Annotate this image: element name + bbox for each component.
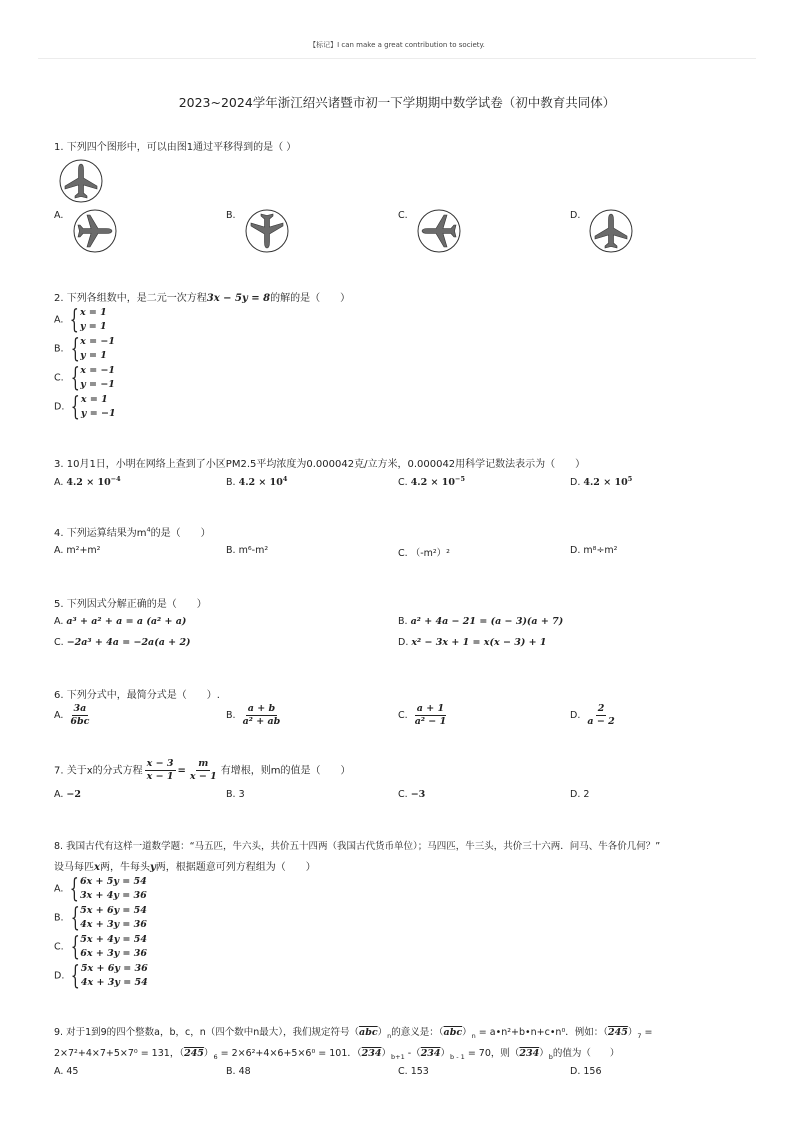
exam-title: 2023~2024学年浙江绍兴诸暨市初一下学期期中数学试卷（初中教育共同体） [178,95,616,110]
q1-option-d-label: D. [570,210,581,221]
q9-option-a: A. 45 [54,1066,79,1077]
q9-stem-line2: 2×7²+4×7+5×7⁰ = 131，$(245)_6 = 2\times 6^2+4\times 6+5\times 6^0 = 101$．$(234)_{b+1}$ $-(234)_{b - 1} = 70$，则$(234)_b$的值为（ ） [54,1048,620,1061]
q8-stem-line1: 8. 我国古代有这样一道数学题：“马五匹，牛六头，共价五十四两（我国古代货币单位）；马四匹，牛三头，共价三十六两．问马、牛各价几何？” [54,841,661,852]
q1-option-b-label: B. [226,210,236,221]
q2-stem: 2. 下列各组数中，是二元一次方程3x − 5y = 8的解的是（ ） [54,293,351,304]
q2-option-a: A. { x = 1 y = 1 [54,305,107,335]
q2-option-b: B. { x = −1 y = 1 [54,334,115,364]
q5-option-b: B. a² + 4a − 21 = (a − 3)(a + 7) [398,616,564,627]
figure-1-airplane-icon [58,158,104,204]
option-c-airplane-rotated-icon [416,208,462,254]
q3-option-b: B. $4.2 \times 10^4$ [226,475,288,489]
q5-option-c: C. −2a³ + 4a = −2a(a + 2) [54,637,191,648]
q3-option-d: D. $4.2 \times 10^5$ [570,475,633,489]
q4-option-b: B. m⁶-m² [226,545,269,556]
q6-option-c: C. $\frac{a + 1}{\text{a² − 1}}$ [398,703,447,727]
q1-option-c-label: C. [398,210,408,221]
q9-option-d: D. 156 [570,1066,602,1077]
q4-option-c: C. （-m²）² [398,548,450,559]
q9-option-c: C. 153 [398,1066,429,1077]
q2-option-d: D. { x = 1 y = −1 [54,392,116,422]
q4-option-d: D. m⁸÷m² [570,545,618,556]
page-header: 【标记】I can make a great contribution to society. [309,41,485,49]
q8-option-b: B. { 5x + 6y = 54 4x + 3y = 36 [54,903,147,933]
q7-option-a: A. −2 [54,789,81,800]
q8-option-d: D. { 5x + 6y = 36 4x + 3y = 54 [54,961,148,991]
q5-option-a: A. a³ + a² + a = a (a² + a) [54,616,187,627]
q8-option-a: A. { 6x + 5y = 54 3x + 4y = 36 [54,874,147,904]
q6-option-a: A. $\frac{3a}{6bc}$ [54,703,90,727]
q1-option-a-label: A. [54,210,64,221]
option-d-airplane-upright-icon [588,208,634,254]
option-a-airplane-rotated-icon [72,208,118,254]
q3-option-c: C. $4.2 \times 10^{-5}$ [398,475,465,489]
q9-stem-line1: 9. 对于1到9的四个整数a，b，c，n（四个数中n最大），我们规定符号$(\overline{abc})_n$的意义是：$(\overline{abc})_n$ = a•n²+b•n+c•n⁰．例如：$(245)_7$ = [54,1027,653,1040]
q6-option-b: B. $\frac{a + b}{\text{a² + ab}}$ [226,703,281,727]
q3-stem: 3. 10月1日，小明在网络上查到了小区PM2.5平均浓度为0.000042克/立方米，0.000042用科学记数法表示为（ ） [54,459,586,470]
q8-option-c: C. { 5x + 4y = 54 6x + 3y = 36 [54,932,148,962]
q8-stem-line2: 设马每匹x两，牛每头y两，根据题意可列方程组为（ ） [54,862,316,873]
q5-option-d: D. x² − 3x + 1 = x(x − 3) + 1 [398,637,547,648]
q1-stem: 1. 下列四个图形中，可以由图1通过平移得到的是（ ） [54,142,297,153]
q6-option-d: D. $\frac{2}{a - 2}$ [570,703,615,727]
header-divider [38,58,756,59]
q7-option-c: C. −3 [398,789,426,800]
q7-option-b: B. 3 [226,789,245,800]
q7-stem: 7. 关于x的分式方程 $\frac{x - 3}{x - 1}$ = $\frac{m}{x - 1}$ 有增根，则m的值是（ ） [54,758,351,782]
q2-option-c: C. { x = −1 y = −1 [54,363,116,393]
q4-stem: 4. 下列运算结果为$m^4$的是（ ） [54,525,211,539]
q7-option-d: D. 2 [570,789,590,800]
q6-stem: 6. 下列分式中，最简分式是（ ）. [54,690,220,701]
option-b-airplane-inverted-icon [244,208,290,254]
q4-option-a: A. m²+m² [54,545,101,556]
q9-option-b: B. 48 [226,1066,251,1077]
q5-stem: 5. 下列因式分解正确的是（ ） [54,599,207,610]
q3-option-a: A. $4.2 \times 10^{-4}$ [54,475,121,489]
